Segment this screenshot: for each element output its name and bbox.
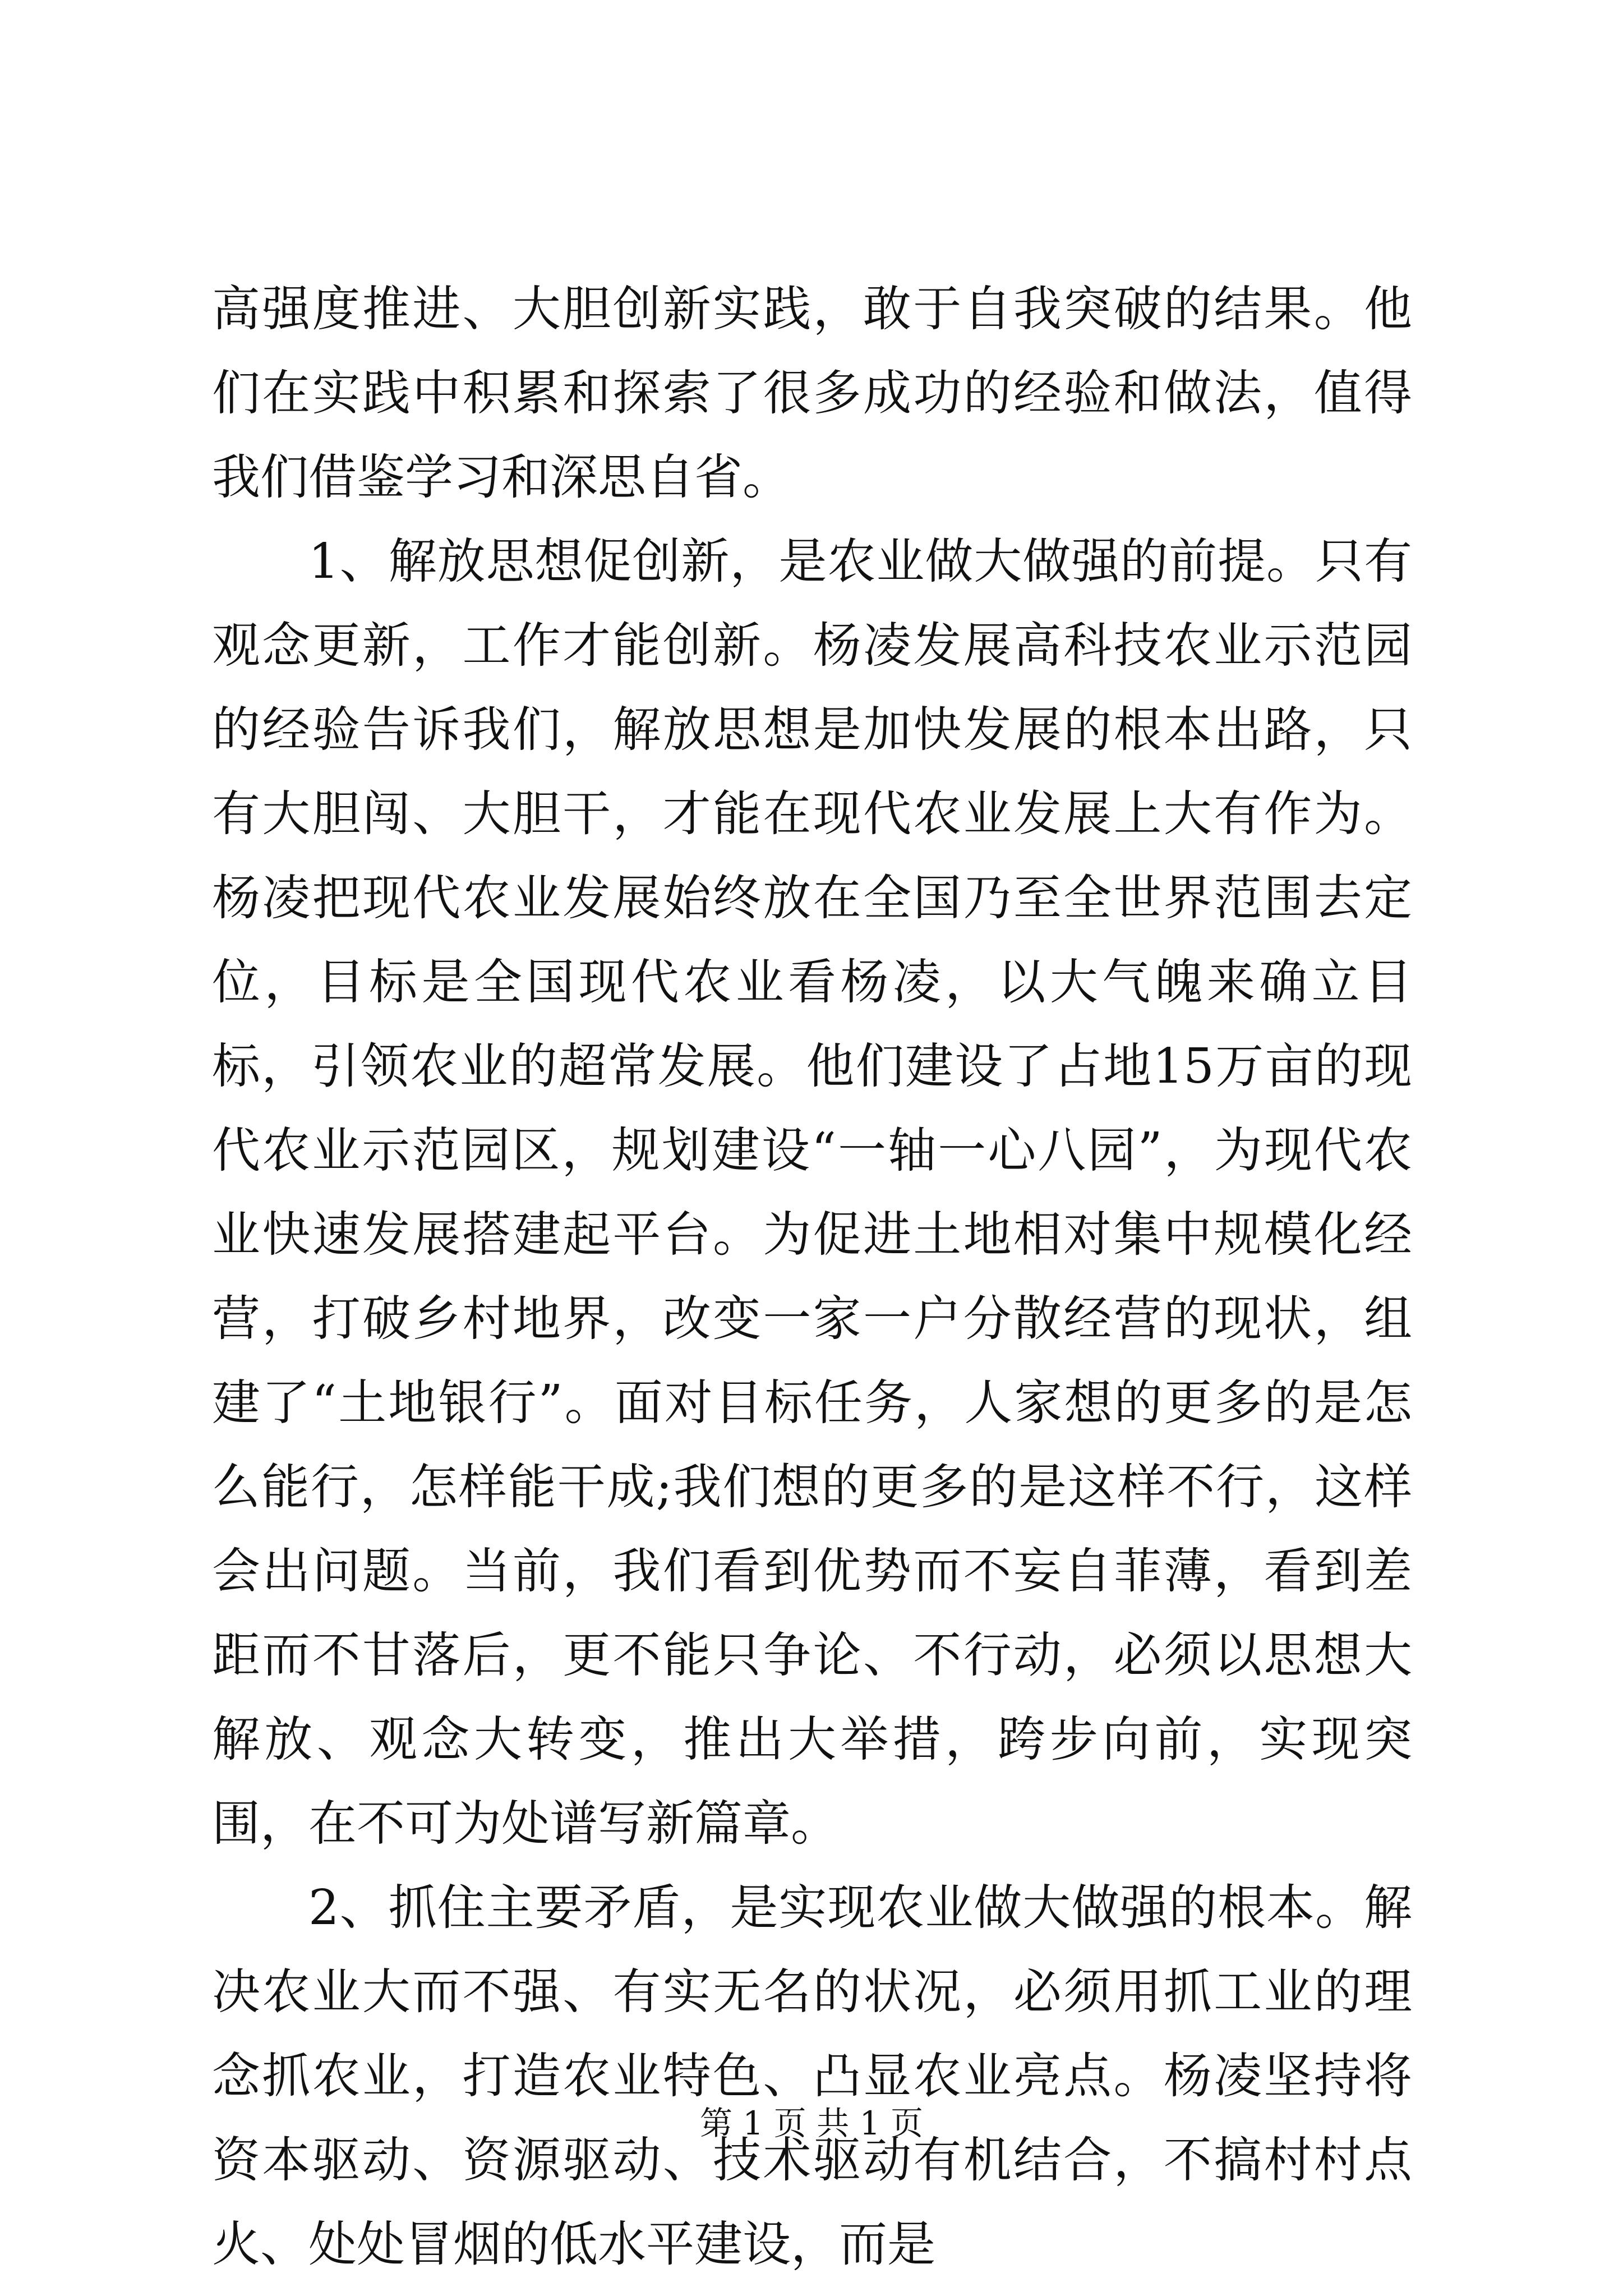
paragraph-point-1: 1、解放思想促创新，是农业做大做强的前提。只有观念更新，工作才能创新。杨凌发展高科技农业示范园的经验告诉我们，解放思想是加快发展的根本出路，只有大胆闯、大胆干，才能在现代农业发展上大有作为。杨凌把现代农业发展始终放在全国乃至全世界范围去定位，目标是全国现代农业看杨凌，以大气魄来确立目标，引领农业的超常发展。他们建设了占地15万亩的现代农业示范园区，规划建设“一轴一心八园”，为现代农业快速发展搭建起平台。为促进土地相对集中规模化经营，打破乡村地界，改变一家一户分散经营的现状，组建了“土地银行”。面对目标任务，人家想的更多的是怎么能行，怎样能干成;我们想的更多的是这样不行，这样会出问题。当前，我们看到优势而不妄自菲薄，看到差距而不甘落后，更不能只争论、不行动，必须以思想大解放、观念大转变，推出大举措，跨步向前，实现突围，在不可为处谱写新篇章。 bbox=[212, 533, 1412, 1852]
document-body bbox=[212, 267, 1412, 2286]
page-footer: 第 1 页 共 1 页 bbox=[700, 2104, 923, 2142]
paragraph-point-2: 2、抓住主要矛盾，是实现农业做大做强的根本。解决农业大而不强、有实无名的状况，必须用抓工业的理念抓农业，打造农业特色、凸显农业亮点。杨凌坚持将资本驱动、资源驱动、技术驱动有机结合，不搞村村点火、处处冒烟的低水平建设，而是 bbox=[212, 1880, 1412, 2272]
paragraph-intro: 高强度推进、大胆创新实践，敢于自我突破的结果。他们在实践中积累和探索了很多成功的经验和做法，值得我们借鉴学习和深思自省。 bbox=[212, 281, 1412, 505]
